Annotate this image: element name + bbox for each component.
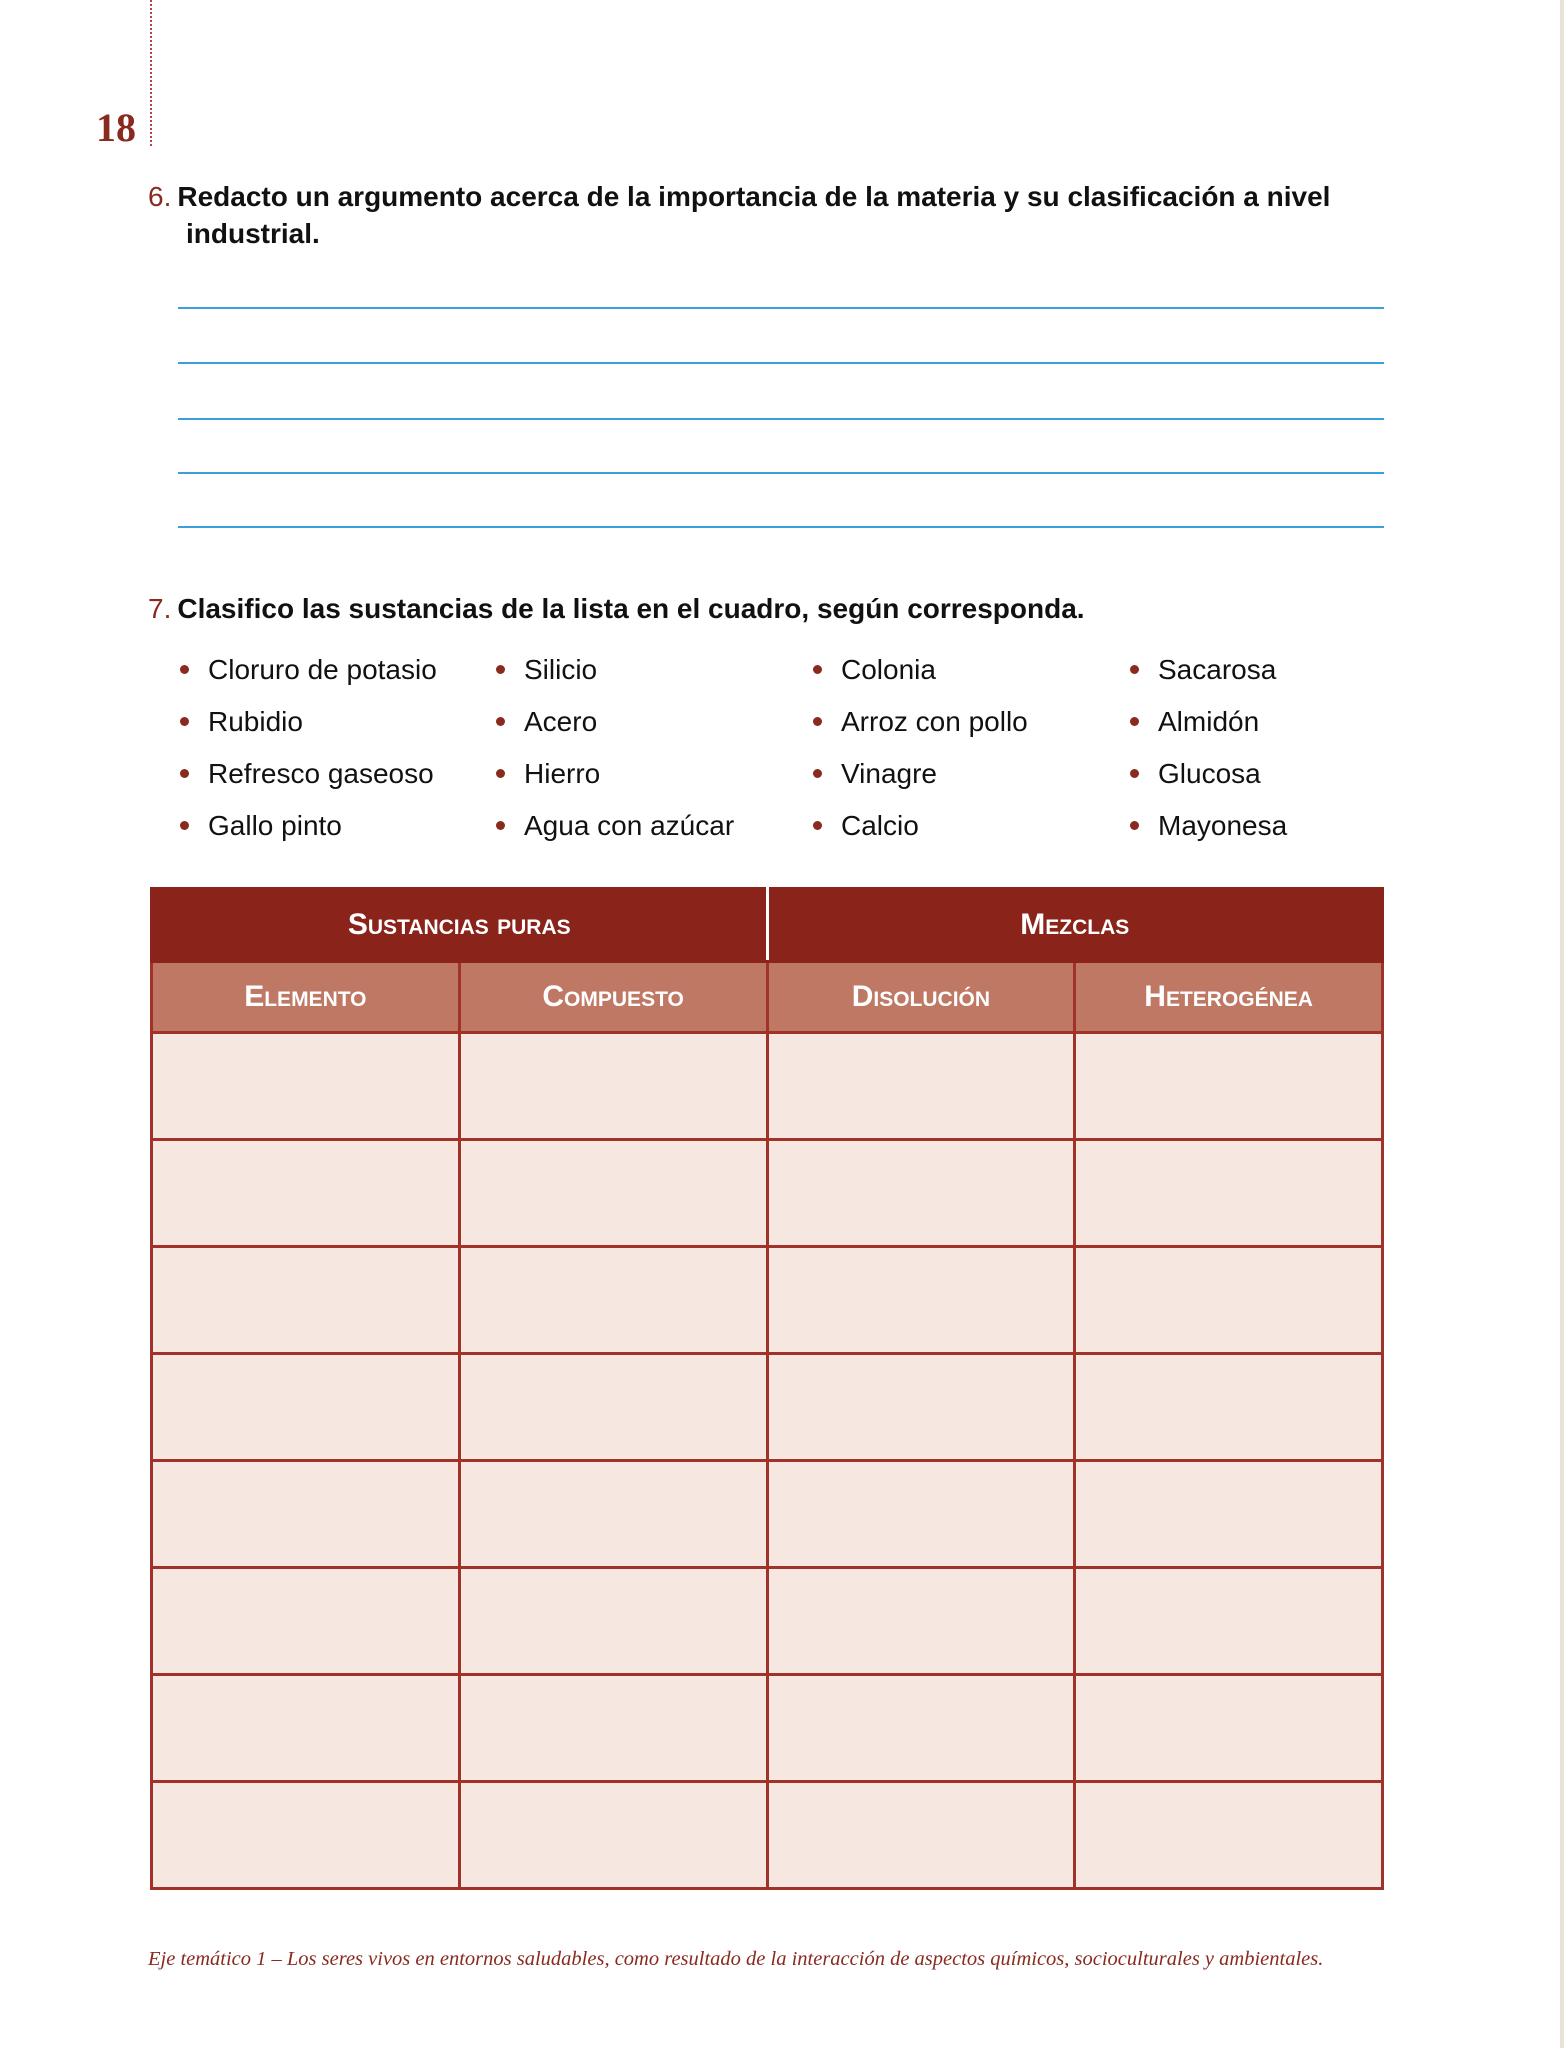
- answer-cell[interactable]: [152, 1247, 460, 1354]
- column-header-element: Elemento: [152, 962, 460, 1033]
- answer-cell[interactable]: [767, 1354, 1075, 1461]
- group-header-pure-substances: Sustancias puras: [152, 889, 768, 962]
- table-column-header-row: [152, 962, 1383, 1033]
- table-row: [152, 1461, 1383, 1568]
- answer-cell[interactable]: [767, 1033, 1075, 1140]
- table-row: [152, 1782, 1383, 1889]
- column-header-solution: Disolución: [767, 962, 1075, 1033]
- bullet-icon: [180, 821, 189, 830]
- answer-line-2[interactable]: [178, 362, 1384, 364]
- answer-cell[interactable]: [767, 1568, 1075, 1675]
- answer-cell[interactable]: [1075, 1140, 1383, 1247]
- answer-cell[interactable]: [459, 1140, 767, 1247]
- bullet-icon: [496, 769, 505, 778]
- substance-item: Agua con azúcar: [494, 808, 794, 860]
- answer-line-5[interactable]: [178, 526, 1384, 528]
- bullet-icon: [813, 821, 822, 830]
- answer-line-4[interactable]: [178, 472, 1384, 474]
- answer-cell[interactable]: [1075, 1354, 1383, 1461]
- classification-table: [150, 887, 1384, 1890]
- margin-dotted-rule: [150, 0, 152, 146]
- answer-cell[interactable]: [767, 1461, 1075, 1568]
- table-group-header-row: [152, 889, 1383, 962]
- bullet-icon: [813, 769, 822, 778]
- answer-cell[interactable]: [152, 1675, 460, 1782]
- answer-line-3[interactable]: [178, 418, 1384, 420]
- table-row: [152, 1675, 1383, 1782]
- substance-item: Calcio: [811, 808, 1111, 860]
- answer-cell[interactable]: [767, 1782, 1075, 1889]
- substance-item: Glucosa: [1128, 756, 1428, 808]
- question-6-text-line1: Redacto un argumento acerca de la importancia de la materia y su clasificación a nivel: [177, 181, 1331, 212]
- substance-item: Almidón: [1128, 704, 1428, 756]
- answer-cell[interactable]: [152, 1568, 460, 1675]
- answer-cell[interactable]: [767, 1247, 1075, 1354]
- answer-cell[interactable]: [459, 1568, 767, 1675]
- bullet-icon: [1130, 821, 1139, 830]
- question-7: [148, 590, 1384, 627]
- answer-cell[interactable]: [1075, 1568, 1383, 1675]
- substance-item: Arroz con pollo: [811, 704, 1111, 756]
- answer-cell[interactable]: [1075, 1461, 1383, 1568]
- table-row: [152, 1247, 1383, 1354]
- substance-item: Colonia: [811, 652, 1111, 704]
- group-header-mixtures: Mezclas: [767, 889, 1383, 962]
- substance-column-3: [811, 652, 1111, 860]
- table-row: [152, 1140, 1383, 1247]
- answer-line-1[interactable]: [178, 307, 1384, 309]
- substance-column-2: [494, 652, 794, 860]
- substance-item: Hierro: [494, 756, 794, 808]
- bullet-icon: [180, 665, 189, 674]
- bullet-icon: [496, 665, 505, 674]
- question-7-number: 7.: [148, 593, 172, 624]
- substance-item: Cloruro de potasio: [178, 652, 478, 704]
- page-footer: Eje temático 1 – Los seres vivos en entornos saludables, como resultado de la interacción de aspectos químicos, socioculturales y ambientales.: [148, 1948, 1324, 1970]
- answer-cell[interactable]: [1075, 1675, 1383, 1782]
- answer-cell[interactable]: [1075, 1782, 1383, 1889]
- answer-cell[interactable]: [459, 1782, 767, 1889]
- bullet-icon: [496, 717, 505, 726]
- answer-cell[interactable]: [767, 1140, 1075, 1247]
- answer-cell[interactable]: [1075, 1247, 1383, 1354]
- answer-cell[interactable]: [152, 1140, 460, 1247]
- answer-cell[interactable]: [767, 1675, 1075, 1782]
- question-7-text: Clasifico las sustancias de la lista en el cuadro, según corresponda.: [177, 593, 1085, 624]
- bullet-icon: [1130, 769, 1139, 778]
- page-number: 18: [96, 105, 136, 150]
- substance-column-4: [1128, 652, 1428, 860]
- answer-cell[interactable]: [459, 1033, 767, 1140]
- substance-item: Vinagre: [811, 756, 1111, 808]
- bullet-icon: [180, 769, 189, 778]
- answer-cell[interactable]: [152, 1461, 460, 1568]
- bullet-icon: [496, 821, 505, 830]
- answer-cell[interactable]: [152, 1033, 460, 1140]
- substance-item: Rubidio: [178, 704, 478, 756]
- bullet-icon: [813, 717, 822, 726]
- column-header-heterogeneous: Heterogénea: [1075, 962, 1383, 1033]
- question-6-number: 6.: [148, 181, 172, 212]
- bullet-icon: [180, 717, 189, 726]
- answer-cell[interactable]: [459, 1247, 767, 1354]
- substance-item: Acero: [494, 704, 794, 756]
- column-header-compound: Compuesto: [459, 962, 767, 1033]
- table-row: [152, 1354, 1383, 1461]
- answer-cell[interactable]: [1075, 1033, 1383, 1140]
- question-6-text-line2: industrial.: [186, 218, 320, 249]
- substance-list: [178, 652, 1418, 852]
- answer-cell[interactable]: [459, 1354, 767, 1461]
- answer-cell[interactable]: [152, 1782, 460, 1889]
- page-edge: [1560, 0, 1564, 2048]
- bullet-icon: [1130, 717, 1139, 726]
- table-row: [152, 1033, 1383, 1140]
- answer-cell[interactable]: [152, 1354, 460, 1461]
- substance-item: Silicio: [494, 652, 794, 704]
- bullet-icon: [813, 665, 822, 674]
- answer-cell[interactable]: [459, 1675, 767, 1782]
- substance-item: Gallo pinto: [178, 808, 478, 860]
- substance-column-1: [178, 652, 478, 860]
- question-6: [148, 178, 1384, 252]
- answer-cell[interactable]: [459, 1461, 767, 1568]
- bullet-icon: [1130, 665, 1139, 674]
- substance-item: Sacarosa: [1128, 652, 1428, 704]
- substance-item: Mayonesa: [1128, 808, 1428, 860]
- substance-item: Refresco gaseoso: [178, 756, 478, 808]
- table-row: [152, 1568, 1383, 1675]
